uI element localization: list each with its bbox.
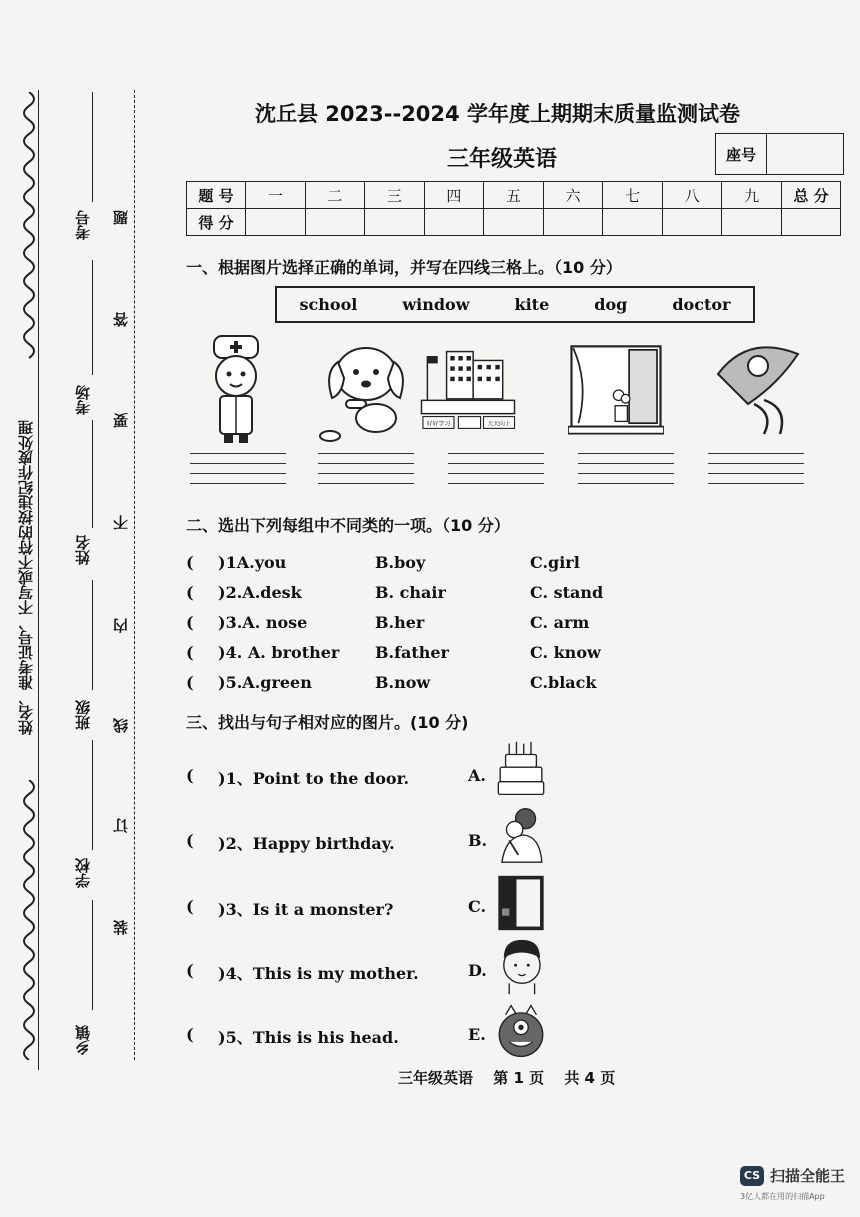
sentence: )3、Is it a monster? <box>218 900 394 919</box>
answer-paren[interactable]: ( <box>186 831 194 850</box>
answer-paren[interactable]: ( <box>186 583 194 602</box>
score-cell[interactable] <box>662 209 722 236</box>
scanner-watermark <box>740 1165 845 1186</box>
option-c: C. know <box>530 643 601 662</box>
camscanner-logo: CS <box>740 1166 764 1186</box>
score-cell[interactable] <box>246 209 306 236</box>
field-line <box>92 420 93 528</box>
school-picture <box>420 334 516 446</box>
decorative-wave-border <box>14 92 44 362</box>
word-bank-item: window <box>402 295 470 314</box>
score-cell[interactable] <box>603 209 663 236</box>
score-header-cell: 五 <box>484 182 544 209</box>
field-line <box>92 740 93 850</box>
writing-lines[interactable] <box>190 453 286 493</box>
watermark-name: 扫描全能王 <box>770 1167 846 1185</box>
word-bank-item: doctor <box>672 295 731 314</box>
birthday-cake-picture <box>494 740 548 798</box>
sentence: )5、This is his head. <box>218 1028 399 1047</box>
seal-char: 订 <box>112 818 130 833</box>
answer-paren[interactable]: ( <box>186 673 194 692</box>
word-bank-item: dog <box>594 295 628 314</box>
field-label-school: 学校 <box>74 858 92 888</box>
option-c: C.black <box>530 673 597 692</box>
section3-heading: 三、找出与句子相对应的图片。(10 分) <box>186 713 469 732</box>
sentence: )4、This is my mother. <box>218 964 419 983</box>
window-picture <box>568 334 664 446</box>
field-label-room: 考场 <box>74 385 92 415</box>
option-c: C. arm <box>530 613 590 632</box>
option-b: B.father <box>375 643 449 662</box>
answer-paren[interactable]: ( <box>186 766 194 785</box>
score-header-cell: 七 <box>603 182 663 209</box>
option-c: C.girl <box>530 553 580 572</box>
field-line <box>92 580 93 690</box>
score-cell[interactable] <box>365 209 425 236</box>
field-line <box>92 900 93 1010</box>
exam-subtitle: 三年级英语 <box>447 147 558 172</box>
writing-lines[interactable] <box>318 453 414 493</box>
section1-heading: 一、根据图片选择正确的单词，并写在四线三格上。（10 分） <box>186 258 622 277</box>
score-header-cell: 九 <box>722 182 782 209</box>
option-b: B.now <box>375 673 431 692</box>
picture-letter: D. <box>468 961 487 980</box>
seal-char: 要 <box>112 413 130 428</box>
score-header-cell: 二 <box>305 182 365 209</box>
picture-letter: B. <box>468 831 488 850</box>
score-cell[interactable] <box>543 209 603 236</box>
decorative-wave-border <box>14 780 44 1060</box>
word-bank-item: kite <box>514 295 550 314</box>
school-sign-left: 好好学习 <box>426 421 451 428</box>
writing-lines[interactable] <box>448 453 544 493</box>
option-a: )2.A.desk <box>218 583 302 602</box>
seat-number-field[interactable] <box>767 134 843 174</box>
sentence: )1、Point to the door. <box>218 769 410 788</box>
picture-letter: C. <box>468 897 487 916</box>
binding-notice: 姓名、准考证号、不写或不符的按违纪作废处理 <box>17 420 35 735</box>
option-a: )4. A. brother <box>218 643 340 662</box>
score-header-cell: 一 <box>246 182 306 209</box>
option-a: )1A.you <box>218 553 287 572</box>
field-line <box>92 92 93 202</box>
school-sign-right: 天天向上 <box>487 421 511 428</box>
field-label-exam-number: 考号 <box>74 210 92 240</box>
option-c: C. stand <box>530 583 604 602</box>
answer-paren[interactable]: ( <box>186 553 194 572</box>
exam-title: 沈丘县 2023--2024 学年度上期期末质量监测试卷 <box>255 102 740 126</box>
seal-char: 不 <box>112 515 130 530</box>
word-bank-item: school <box>299 295 358 314</box>
score-header-cell: 八 <box>662 182 722 209</box>
score-value-row <box>187 209 841 236</box>
binding-line <box>38 90 39 1070</box>
binding-cut-line <box>134 90 135 1060</box>
answer-paren[interactable]: ( <box>186 1025 194 1044</box>
seat-label: 座号 <box>716 134 767 174</box>
mother-hug-picture <box>494 806 548 864</box>
field-label-township: 乡镇 <box>74 1025 92 1055</box>
score-header-cell: 题 号 <box>187 182 246 209</box>
door-picture <box>494 874 548 932</box>
seal-char: 线 <box>112 718 130 733</box>
answer-paren[interactable]: ( <box>186 613 194 632</box>
seal-char: 答 <box>112 312 130 327</box>
boy-head-picture <box>494 938 548 996</box>
seal-char: 题 <box>112 210 130 225</box>
word-bank <box>275 286 755 323</box>
section2-heading: 二、选出下列每组中不同类的一项。（10 分） <box>186 516 510 535</box>
field-label-class: 班级 <box>74 700 92 730</box>
answer-paren[interactable]: ( <box>186 961 194 980</box>
option-b: B.boy <box>375 553 426 572</box>
field-label-name: 姓名 <box>74 535 92 565</box>
monster-picture <box>494 1002 548 1060</box>
watermark-tagline: 3亿人都在用的扫描App <box>740 1192 825 1201</box>
seat-number-box <box>715 133 844 175</box>
score-cell[interactable] <box>722 209 782 236</box>
score-table <box>186 181 841 236</box>
score-cell[interactable] <box>305 209 365 236</box>
doctor-picture <box>190 334 286 446</box>
field-line <box>92 260 93 375</box>
page-footer: 三年级英语 第 1 页 共 4 页 <box>398 1069 616 1087</box>
answer-paren[interactable]: ( <box>186 897 194 916</box>
picture-letter: A. <box>468 766 486 785</box>
writing-lines[interactable] <box>578 453 674 493</box>
option-a: )3.A. nose <box>218 613 308 632</box>
seal-char: 装 <box>112 920 130 935</box>
sentence: )2、Happy birthday. <box>218 834 395 853</box>
score-cell[interactable] <box>782 209 841 236</box>
answer-paren[interactable]: ( <box>186 643 194 662</box>
score-header-cell: 四 <box>424 182 484 209</box>
kite-picture <box>708 334 804 446</box>
seal-char: 内 <box>112 618 130 633</box>
score-header-row <box>187 182 841 209</box>
score-row-label: 得 分 <box>187 209 246 236</box>
option-a: )5.A.green <box>218 673 312 692</box>
dog-picture <box>318 334 414 446</box>
option-b: B. chair <box>375 583 446 602</box>
score-cell[interactable] <box>484 209 544 236</box>
picture-letter: E. <box>468 1025 486 1044</box>
score-header-cell: 总 分 <box>782 182 841 209</box>
option-b: B.her <box>375 613 425 632</box>
score-cell[interactable] <box>424 209 484 236</box>
score-header-cell: 六 <box>543 182 603 209</box>
score-header-cell: 三 <box>365 182 425 209</box>
writing-lines[interactable] <box>708 453 804 493</box>
